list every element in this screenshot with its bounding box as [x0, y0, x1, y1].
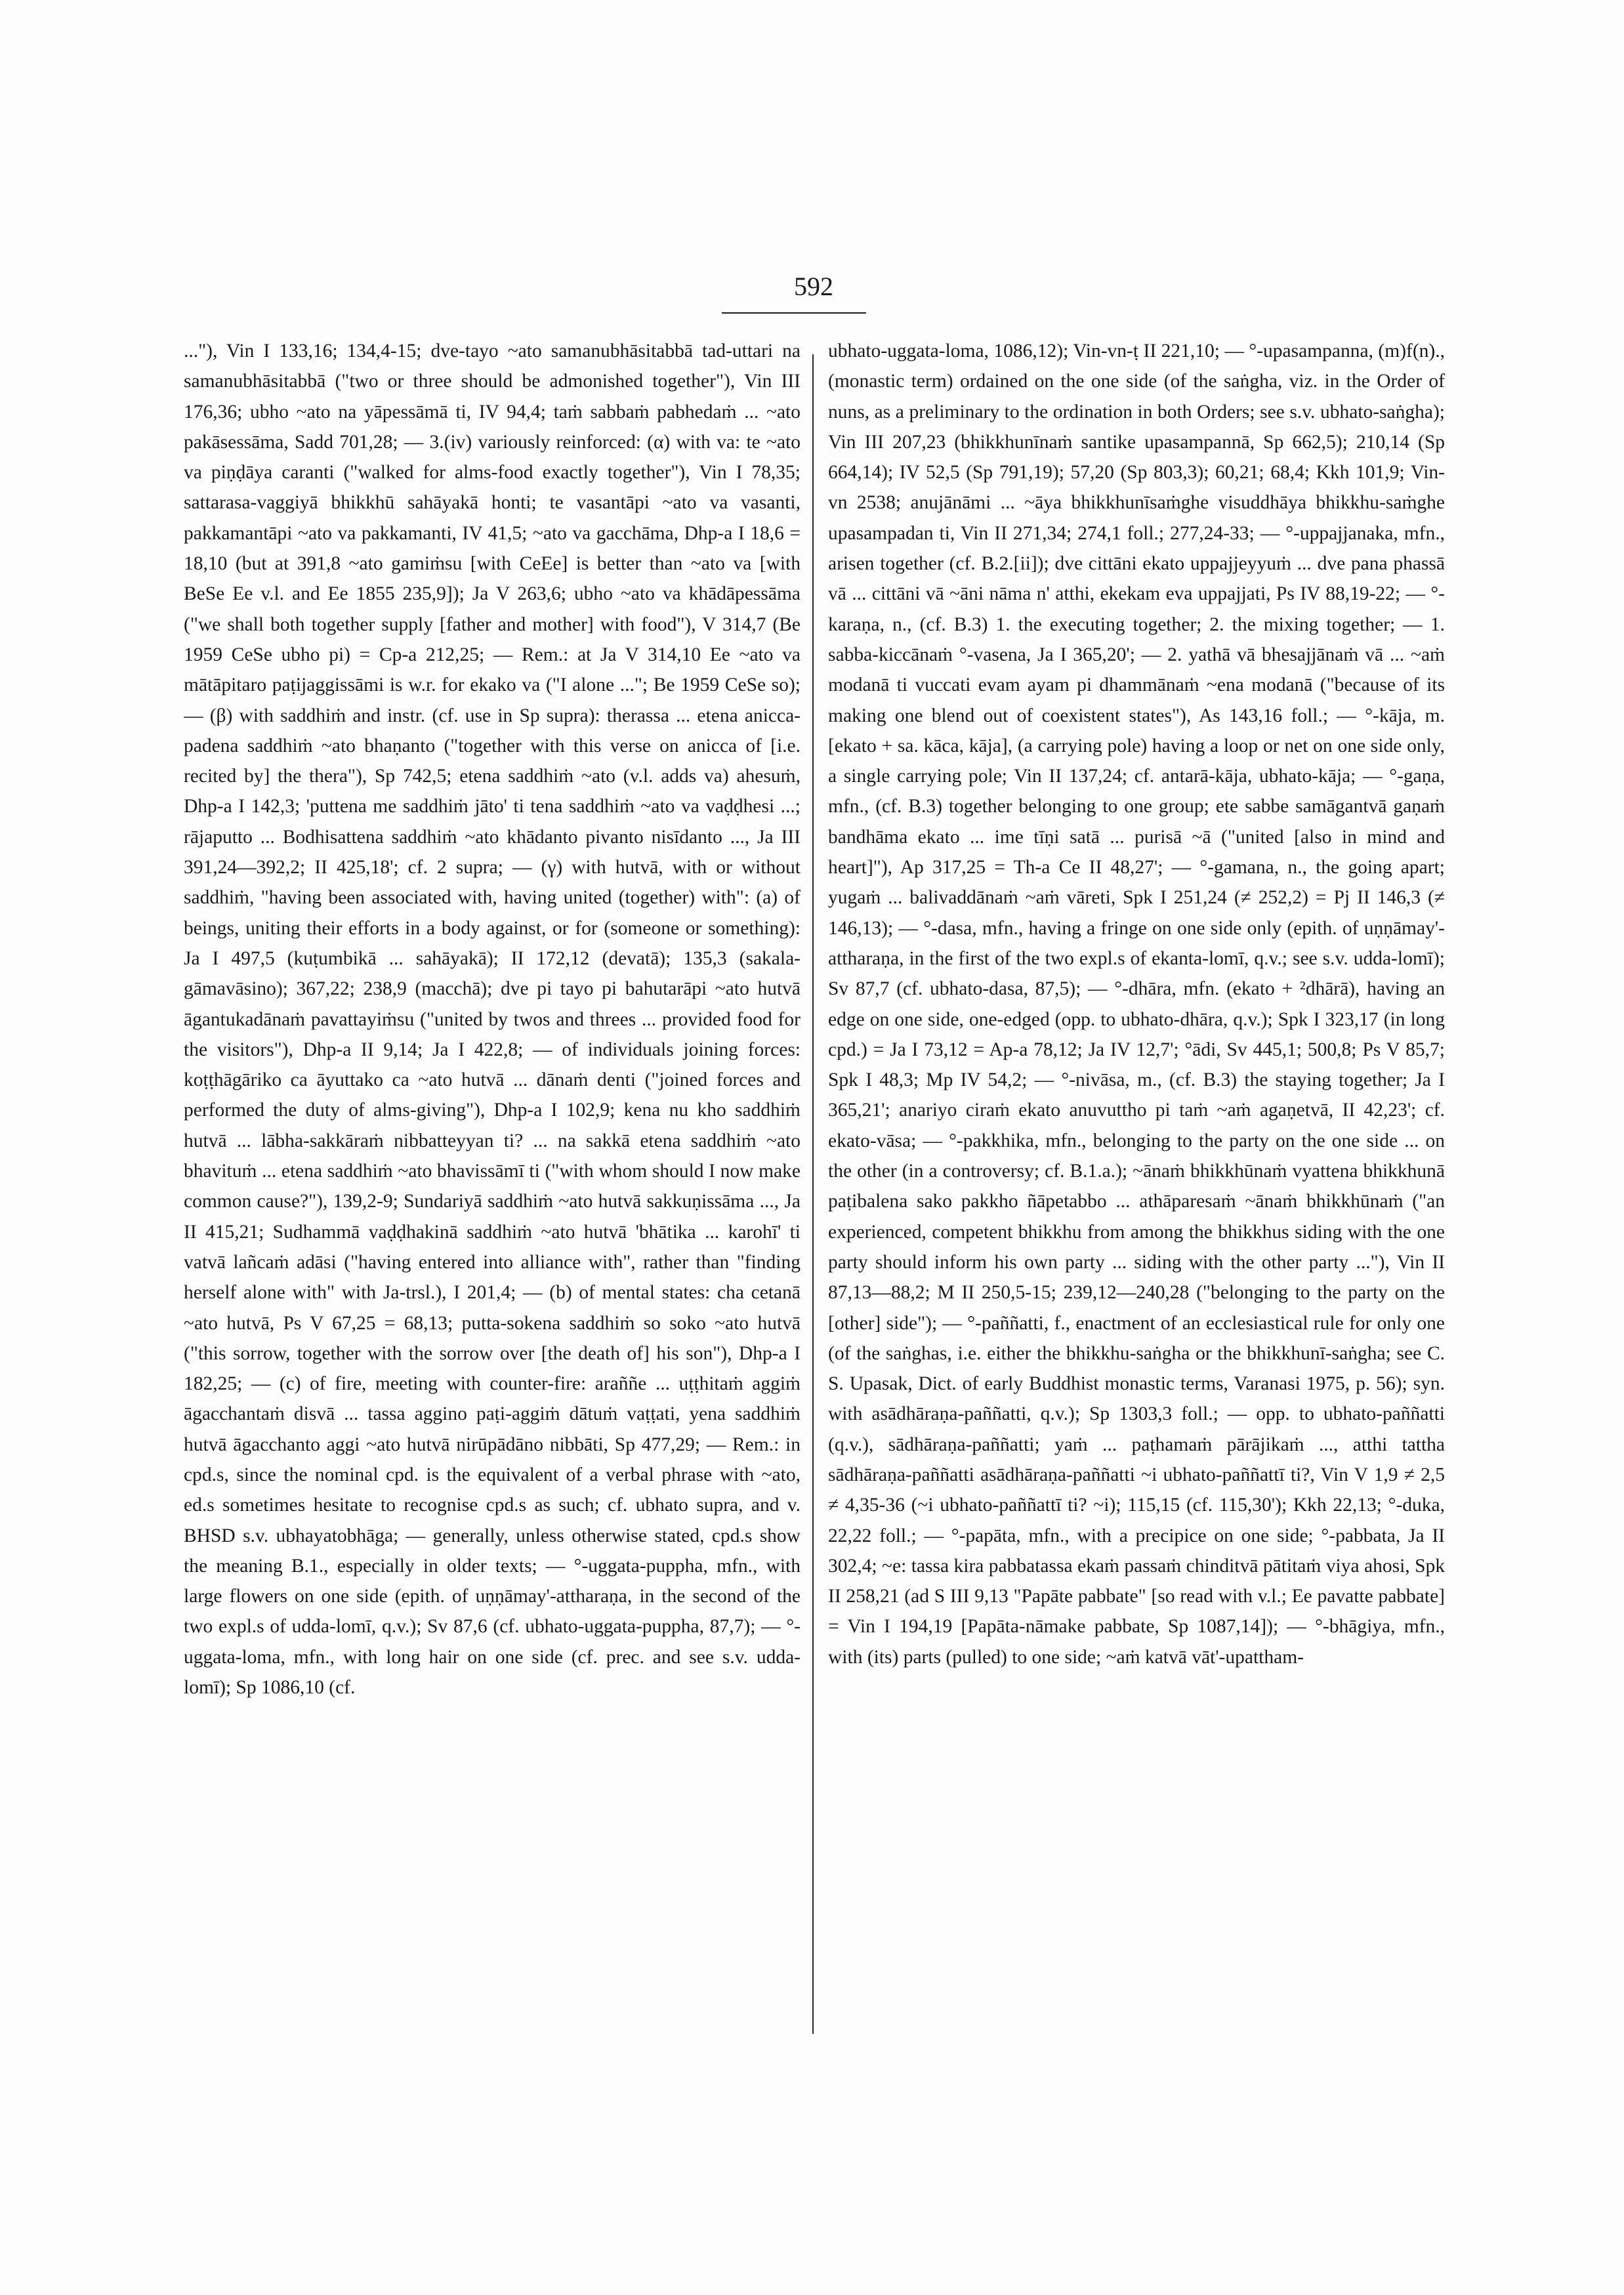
- right-column-text: ubhato-uggata-loma, 1086,12); Vin-vn-ṭ II 221,10; — °-upasampanna, (m)f(n)., (monastic term) ordained on the one side (of the saṅgha, viz. in the Order of nuns, as a preliminary to the ordination in both Orders; see s.v. ubhato-saṅgha); Vin III 207,23 (bhikkhunīnaṁ santike upasampannā, Sp 662,5); 210,14 (Sp 664,14); IV 52,5 (Sp 791,19); 57,20 (Sp 803,3); 60,21; 68,4; Kkh 101,9; Vin-vn 2538; anujānāmi ... ~āya bhikkhunīsaṁghe visuddhāya bhikkhu-saṁghe upasampadan ti, Vin II 271,34; 274,1 foll.; 277,24-33; — °-uppajjanaka, mfn., arisen together (cf. B.2.[ii]); dve cittāni ekato uppajjeyyuṁ ... dve pana phassā vā ... cittāni vā ~āni nāma n' atthi, ekekam eva uppajjati, Ps IV 88,19-22; — °-karaṇa, n., (cf. B.3) 1. the executing together; 2. the mixing together; — 1. sabba-kiccānaṁ °-vasena, Ja I 365,20'; — 2. yathā vā bhesajjānaṁ vā ... ~aṁ modanā ti vuccati evam ayam pi dhammānaṁ ~ena modanā ("because of its making one blend out of coexistent states"), As 143,16 foll.; — °-kāja, m. [ekato + sa. kāca, kāja], (a carrying pole) having a loop or net on one side only, a single carrying pole; Vin II 137,24; cf. antarā-kāja, ubhato-kāja; — °-gaṇa, mfn., (cf. B.3) together belonging to one group; ete sabbe samāgantvā gaṇaṁ bandhāma ekato ... ime tīṇi satā ... purisā ~ā ("united [also in mind and heart]"), Ap 317,25 = Th-a Ce II 48,27'; — °-gamana, n., the going apart; yugaṁ ... balivaddānaṁ ~aṁ vāreti, Spk I 251,24 (≠ 252,2) = Pj II 146,3 (≠ 146,13); — °-dasa, mfn., having a fringe on one side only (epith. of uṇṇāmay'-attharaṇa, in the first of the two expl.s of ekanta-lomī, q.v.; see s.v. udda-lomī); Sv 87,7 (cf. ubhato-dasa, 87,5); — °-dhāra, mfn. (ekato + ²dhārā), having an edge on one side, one-edged (opp. to ubhato-dhāra, q.v.); Spk I 323,17 (in long cpd.) = Ja I 73,12 = Ap-a 78,12; Ja IV 12,7'; °ādi, Sv 445,1; 500,8; Ps V 85,7; Spk I 48,3; Mp IV 54,2; — °-nivāsa, m., (cf. B.3) the staying together; Ja I 365,21'; anariyo ciraṁ ekato anuvuttho pi taṁ ~aṁ agaṇetvā, II 42,23'; cf. ekato-vāsa; — °-pakkhika, mfn., belonging to the party on the one side ... on the other (in a controversy; cf. B.1.a.); ~ānaṁ bhikkhūnaṁ vyattena bhikkhunā paṭibalena sako pakkho ñāpetabbo ... athāparesaṁ ~ānaṁ bhikkhūnaṁ ("an experienced, competent bhikkhu from among the bhikkhus siding with the one party should inform his own party ... siding with the other party ..."), Vin II 87,13—88,2; M II 250,5-15; 239,12—240,28 ("belonging to the party on the [other] side"); — °-paññatti, f., enactment of an ecclesiastical rule for only one (of the saṅghas, i.e. either the bhikkhu-saṅgha or the bhikkhunī-saṅgha; see C. S. Upasak, Dict. of early Buddhist monastic terms, Varanasi 1975, p. 56); syn. with asādhāraṇa-paññatti, q.v.); Sp 1303,3 foll.; — opp. to ubhato-paññatti (q.v.), sādhāraṇa-paññatti; yaṁ ... paṭhamaṁ pārājikaṁ ..., atthi tattha sādhāraṇa-paññatti asādhāraṇa-paññatti ~i ubhato-paññattī ti?, Vin V 1,9 ≠ 2,5 ≠ 4,35-36 (~i ubhato-paññattī ti? ~i); 115,15 (cf. 115,30'); Kkh 22,13; °-duka, 22,22 foll.; — °-papāta, mfn., with a precipice on one side; °-pabbata, Ja II 302,4; ~e: tassa kira pabbatassa ekaṁ passaṁ chinditvā pātitaṁ viya ahosi, Spk II 258,21 (ad S III 9,13 "Papāte pabbate" [so read with v.l.; Ee pavatte pabbate] = Vin I 194,19 [Papāta-nāmake pabbate, Sp 1087,14]); — °-bhāgiya, mfn., with (its) parts (pulled) to one side; ~aṁ katvā vāt'-upattham-: [828, 341, 1445, 1668]
- right-column: [828, 336, 1445, 2055]
- left-column-text: ..."), Vin I 133,16; 134,4-15; dve-tayo ~ato samanubhāsitabbā tad-uttari na samanubhāsitabbā ("two or three should be admonished together"), Vin III 176,36; ubho ~ato na yāpessāmā ti, IV 94,4; taṁ sabbaṁ pabhedaṁ ... ~ato pakāsessāma, Sadd 701,28; — 3.(iv) variously reinforced: (α) with va: te ~ato va piṇḍāya caranti ("walked for alms-food exactly together"), Vin I 78,35; sattarasa-vaggiyā bhikkhū sahāyakā honti; te vasantāpi ~ato va vasanti, pakkamantāpi ~ato va pakkamanti, IV 41,5; ~ato va gacchāma, Dhp-a I 18,6 = 18,10 (but at 391,8 ~ato gamiṁsu [with CeEe] is better than ~ato va [with BeSe Ee v.l. and Ee 1855 235,9]); Ja V 263,6; ubho ~ato va khādāpessāma ("we shall both together supply [father and mother] with food"), V 314,7 (Be 1959 CeSe ubho pi) = Cp-a 212,25; — Rem.: at Ja V 314,10 Ee ~ato va mātāpitaro paṭijaggissāmi is w.r. for ekako va ("I alone ..."; Be 1959 CeSe so); — (β) with saddhiṁ and instr. (cf. use in Sp supra): therassa ... etena anicca-padena saddhiṁ ~ato bhaṇanto ("together with this verse on anicca of [i.e. recited by] the thera"), Sp 742,5; etena saddhiṁ ~ato (v.l. adds va) ahesuṁ, Dhp-a I 142,3; 'puttena me saddhiṁ jāto' ti tena saddhiṁ ~ato va vaḍḍhesi ...; rājaputto ... Bodhisattena saddhiṁ ~ato khādanto pivanto nisīdanto ..., Ja III 391,24—392,2; II 425,18'; cf. 2 supra; — (γ) with hutvā, with or without saddhiṁ, "having been associated with, having united (together) with": (a) of beings, uniting their efforts in a body against, or for (someone or something): Ja I 497,5 (kuṭumbikā ... sahāyakā); II 172,12 (devatā); 135,3 (sakala-gāmavāsino); 367,22; 238,9 (macchā); dve pi tayo pi bahutarāpi ~ato hutvā āgantukadānaṁ pavattayiṁsu ("united by twos and threes ... provided food for the visitors"), Dhp-a II 9,14; Ja I 422,8; — of individuals joining forces: koṭṭhāgāriko ca āyuttako ca ~ato hutvā ... dānaṁ denti ("joined forces and performed the duty of alms-giving"), Dhp-a I 102,9; kena nu kho saddhiṁ hutvā ... lābha-sakkāraṁ nibbatteyyan ti? ... na sakkā etena saddhiṁ ~ato bhavituṁ ... etena saddhiṁ ~ato bhavissāmī ti ("with whom should I now make common cause?"), 139,2-9; Sundariyā saddhiṁ ~ato hutvā sakkuṇissāma ..., Ja II 415,21; Sudhammā vaḍḍhakinā saddhiṁ ~ato hutvā 'bhātika ... karohī' ti vatvā lañcaṁ adāsi ("having entered into alliance with", rather than "finding herself alone with" with Ja-trsl.), I 201,4; — (b) of mental states: cha cetanā ~ato hutvā, Ps V 67,25 = 68,13; putta-sokena saddhiṁ so soko ~ato hutvā ("this sorrow, together with the sorrow over [the death of] his son"), Dhp-a I 182,25; — (c) of fire, meeting with counter-fire: araññe ... uṭṭhitaṁ aggiṁ āgacchantaṁ disvā ... tassa aggino paṭi-aggiṁ dātuṁ vaṭṭati, yena saddhiṁ hutvā āgacchanto aggi ~ato hutvā nirūpādāno nibbāti, Sp 477,29; — Rem.: in cpd.s, since the nominal cpd. is the equivalent of a verbal phrase with ~ato, ed.s sometimes hesitate to recognise cpd.s as such; cf. ubhato supra, and v. BHSD s.v. ubhayatobhāga; — generally, unless otherwise stated, cpd.s show the meaning B.1., especially in older texts; — °-uggata-puppha, mfn., with large flowers on one side (epith. of uṇṇāmay'-attharaṇa, in the second of the two expl.s of udda-lomī, q.v.); Sv 87,6 (cf. ubhato-uggata-puppha, 87,7); — °-uggata-loma, mfn., with long hair on one side (cf. prec. and see s.v. udda-lomī); Sp 1086,10 (cf.: [184, 341, 801, 1699]
- left-column: [184, 336, 801, 2055]
- page-number: 592: [794, 272, 833, 301]
- header-rule: [722, 312, 866, 314]
- column-divider: [812, 354, 814, 2034]
